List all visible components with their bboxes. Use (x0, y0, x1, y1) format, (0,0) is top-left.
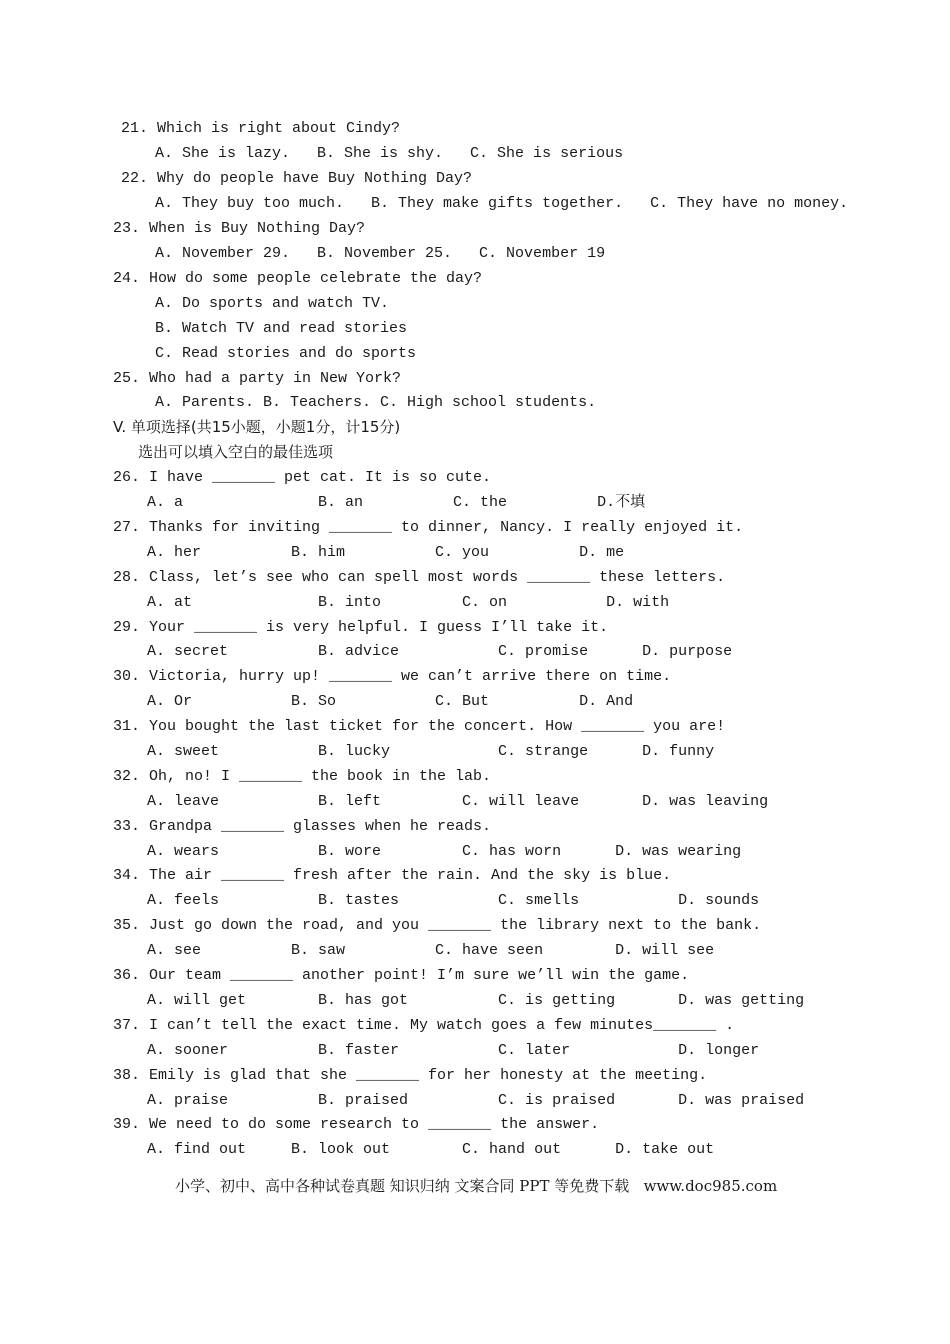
options-27: A. her B. him C. you D. me (147, 544, 625, 561)
question-23: 23. When is Buy Nothing Day? (113, 220, 366, 237)
options-38: A. praise B. praised C. is praised D. was praised (147, 1092, 805, 1109)
options-33: A. wears B. wore C. has worn D. was wearing (147, 843, 742, 860)
question-26: 26. I have _______ pet cat. It is so cute. (113, 469, 492, 486)
section-instruction: 选出可以填入空白的最佳选项 (138, 443, 334, 461)
question-33: 33. Grandpa _______ glasses when he reads. (113, 818, 492, 835)
option-24c: C. Read stories and do sports (155, 345, 417, 362)
options-34: A. feels B. tastes C. smells D. sounds (147, 892, 760, 909)
question-25: 25. Who had a party in New York? (113, 370, 402, 387)
question-28: 28. Class, let’s see who can spell most words _______ these letters. (113, 569, 726, 586)
page-footer: 小学、初中、高中各种试卷真题 知识归纳 文案合同 PPT 等免费下载 www.doc985.com (175, 1177, 778, 1195)
options-28: A. at B. into C. on D. with (147, 594, 670, 611)
question-35: 35. Just go down the road, and you _______ the library next to the bank. (113, 917, 762, 934)
question-39: 39. We need to do some research to _______ the answer. (113, 1116, 600, 1133)
question-27: 27. Thanks for inviting _______ to dinner, Nancy. I really enjoyed it. (113, 519, 744, 536)
question-34: 34. The air _______ fresh after the rain. And the sky is blue. (113, 867, 672, 884)
question-24: 24. How do some people celebrate the day? (113, 270, 483, 287)
question-32: 32. Oh, no! I _______ the book in the lab. (113, 768, 492, 785)
question-31: 31. You bought the last ticket for the concert. How _______ you are! (113, 718, 726, 735)
options-36: A. will get B. has got C. is getting D. was getting (147, 992, 805, 1009)
question-29: 29. Your _______ is very helpful. I guess I’ll take it. (113, 619, 609, 636)
options-31: A. sweet B. lucky C. strange D. funny (147, 743, 715, 760)
options-32: A. leave B. left C. will leave D. was leaving (147, 793, 769, 810)
options-26: A. a B. an C. the D.不填 (147, 494, 646, 511)
question-38: 38. Emily is glad that she _______ for her honesty at the meeting. (113, 1067, 708, 1084)
question-22: 22. Why do people have Buy Nothing Day? (121, 170, 473, 187)
option-24b: B. Watch TV and read stories (155, 320, 408, 337)
options-21: A. She is lazy. B. She is shy. C. She is serious (155, 145, 624, 162)
question-36: 36. Our team _______ another point! I’m sure we’ll win the game. (113, 967, 690, 984)
question-30: 30. Victoria, hurry up! _______ we can’t arrive there on time. (113, 668, 672, 685)
options-37: A. sooner B. faster C. later D. longer (147, 1042, 760, 1059)
question-37: 37. I can’t tell the exact time. My watch goes a few minutes_______ . (113, 1017, 735, 1034)
question-21: 21. Which is right about Cindy? (121, 120, 401, 137)
options-39: A. find out B. look out C. hand out D. take out (147, 1141, 715, 1158)
section-heading: V. 单项选择(共15小题，小题1分，计15分) (113, 418, 401, 436)
options-35: A. see B. saw C. have seen D. will see (147, 942, 715, 959)
options-25: A. Parents. B. Teachers. C. High school students. (155, 394, 597, 411)
options-30: A. Or B. So C. But D. And (147, 693, 634, 710)
option-24a: A. Do sports and watch TV. (155, 295, 390, 312)
options-29: A. secret B. advice C. promise D. purpose (147, 643, 733, 660)
options-23: A. November 29. B. November 25. C. November 19 (155, 245, 606, 262)
options-22: A. They buy too much. B. They make gifts together. C. They have no money. (155, 195, 849, 212)
